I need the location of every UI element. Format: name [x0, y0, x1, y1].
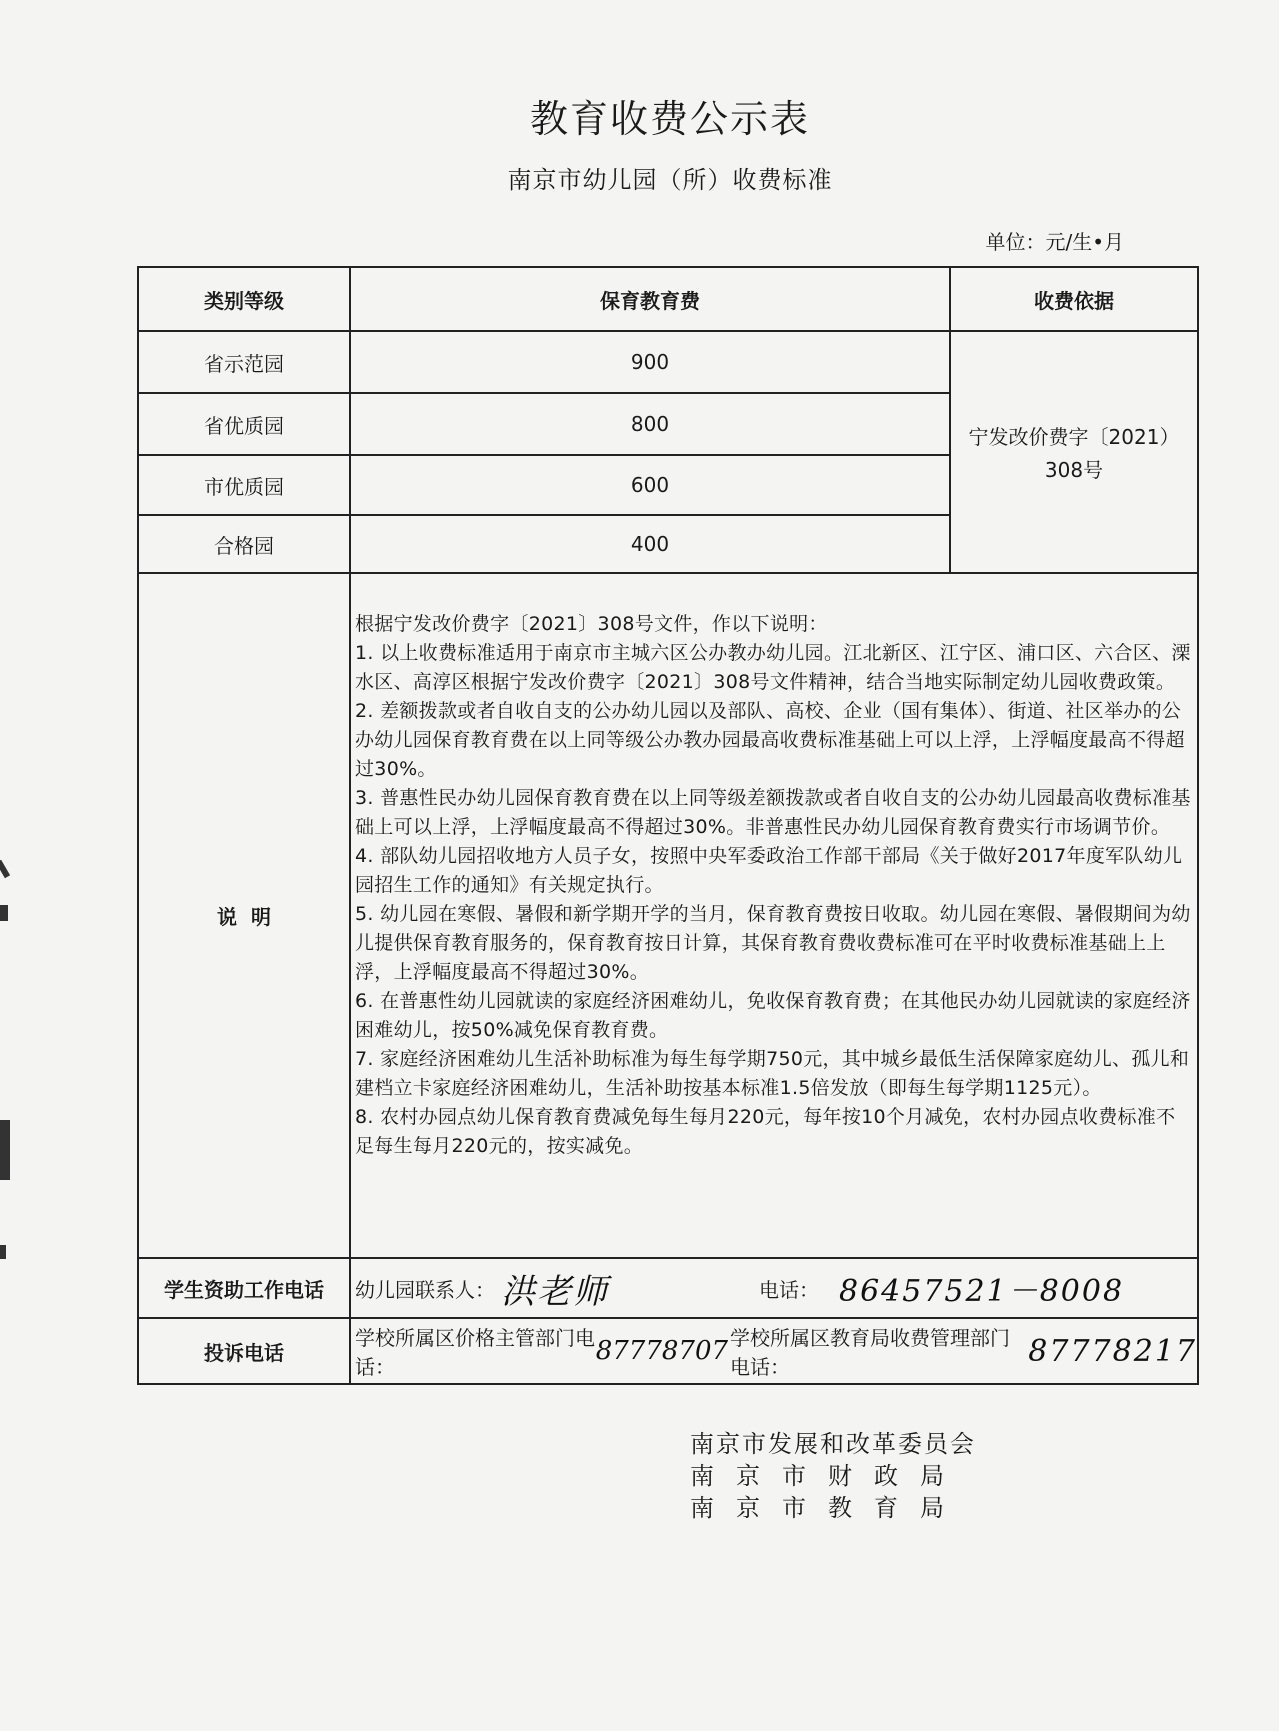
note-item: 3. 普惠性民办幼儿园保育教育费在以上同等级差额拨款或者自收自支的公办幼儿园最高收费标准基础上可以上浮，上浮幅度最高不得超过30%。非普惠性民办幼儿园保育教育费实行市场调节价。: [355, 787, 1191, 838]
header-basis: 收费依据: [950, 267, 1198, 331]
basis-line-2: 308号: [1044, 458, 1104, 482]
edu-dept-label: 学校所属区教育局收费管理部门电话：: [730, 1326, 1011, 1379]
scan-edge-mark: [0, 1120, 10, 1180]
issuer-finance: 南京市财政局: [690, 1462, 966, 1490]
note-item: 7. 家庭经济困难幼儿生活补助标准为每生每学期750元，其中城乡最低生活保障家庭幼儿、孤儿和建档立卡家庭经济困难幼儿，生活补助按基本标准1.5倍发放（即每生每学期1125元）。: [355, 1048, 1190, 1099]
aid-contact-cell: [350, 1258, 1198, 1318]
fee-table: [137, 266, 1199, 1385]
note-item: 2. 差额拨款或者自收自支的公办幼儿园以及部队、高校、企业（国有集体）、街道、社区举办的公办幼儿园保育教育费在以上同等级公办教办园最高收费标准基础上可以上浮，上浮幅度最高不得超过30%。: [355, 700, 1185, 780]
note-item: 6. 在普惠性幼儿园就读的家庭经济困难幼儿，免收保育教育费；在其他民办幼儿园就读的家庭经济困难幼儿，按50%减免保育教育费。: [355, 990, 1191, 1041]
phone-value-handwritten: 86457521－8008: [839, 1274, 1125, 1309]
unit-label: 单位：元/生•月: [985, 230, 1124, 254]
document-subtitle: 南京市幼儿园（所）收费标准: [507, 166, 833, 194]
scan-edge-mark: [0, 905, 8, 921]
notes-body: [351, 574, 1197, 1171]
scan-edge-mark: [0, 860, 10, 879]
note-item: 4. 部队幼儿园招收地方人员子女，按照中央军委政治工作部干部局《关于做好2017年度军队幼儿园招生工作的通知》有关规定执行。: [355, 845, 1183, 896]
contact-label: 幼儿园联系人：: [355, 1277, 495, 1302]
level-cell: 省优质园: [138, 393, 350, 455]
fee-cell: 600: [350, 455, 950, 515]
contact-name-handwritten: 洪老师: [501, 1271, 609, 1312]
price-dept-phone-handwritten: 87778707: [595, 1336, 729, 1366]
notes-cell: [350, 573, 1198, 1258]
notes-label: 说 明: [138, 573, 350, 1258]
note-item: 5. 幼儿园在寒假、暑假和新学期开学的当月，保育教育费按日收取。幼儿园在寒假、暑假期间为幼儿提供保育教育服务的，保育教育按日计算，其保育教育费收费标准可在平时收费标准基础上上浮，上浮幅度最高不得超过30%。: [355, 903, 1191, 983]
note-intro: 根据宁发改价费字〔2021〕308号文件，作以下说明：: [355, 613, 828, 635]
note-item: 8. 农村办园点幼儿保育教育费减免每生每月220元，每年按10个月减免，农村办园点收费标准不足每生每月220元的，按实减免。: [355, 1106, 1176, 1157]
price-dept-label: 学校所属区价格主管部门电话：: [355, 1326, 595, 1379]
issuer-education: 南京市教育局: [690, 1494, 966, 1522]
note-item: 1. 以上收费标准适用于南京市主城六区公办教办幼儿园。江北新区、江宁区、浦口区、六合区、溧水区、高淳区根据宁发改价费字〔2021〕308号文件精神，结合当地实际制定幼儿园收费政策。: [355, 642, 1191, 693]
issuer-ndrc: 南京市发展和改革委员会: [690, 1430, 976, 1458]
fee-cell: 400: [350, 515, 950, 573]
level-cell: 省示范园: [138, 331, 350, 393]
level-cell: 合格园: [138, 515, 350, 573]
header-level: 类别等级: [138, 267, 350, 331]
edu-dept-phone-handwritten: 87778217: [1028, 1333, 1197, 1369]
document-title: 教育收费公示表: [529, 97, 810, 141]
fee-cell: 900: [350, 331, 950, 393]
complaint-phone-cell: [350, 1318, 1198, 1384]
scan-edge-mark: [0, 1245, 6, 1259]
fee-cell: 800: [350, 393, 950, 455]
basis-cell: [950, 331, 1198, 573]
level-cell: 市优质园: [138, 455, 350, 515]
aid-label: 学生资助工作电话: [138, 1258, 350, 1318]
complaint-label: 投诉电话: [138, 1318, 350, 1384]
header-fee: 保育教育费: [350, 267, 950, 331]
basis-line-1: 宁发改价费字〔2021）: [968, 425, 1180, 449]
phone-label: 电话：: [759, 1277, 819, 1302]
